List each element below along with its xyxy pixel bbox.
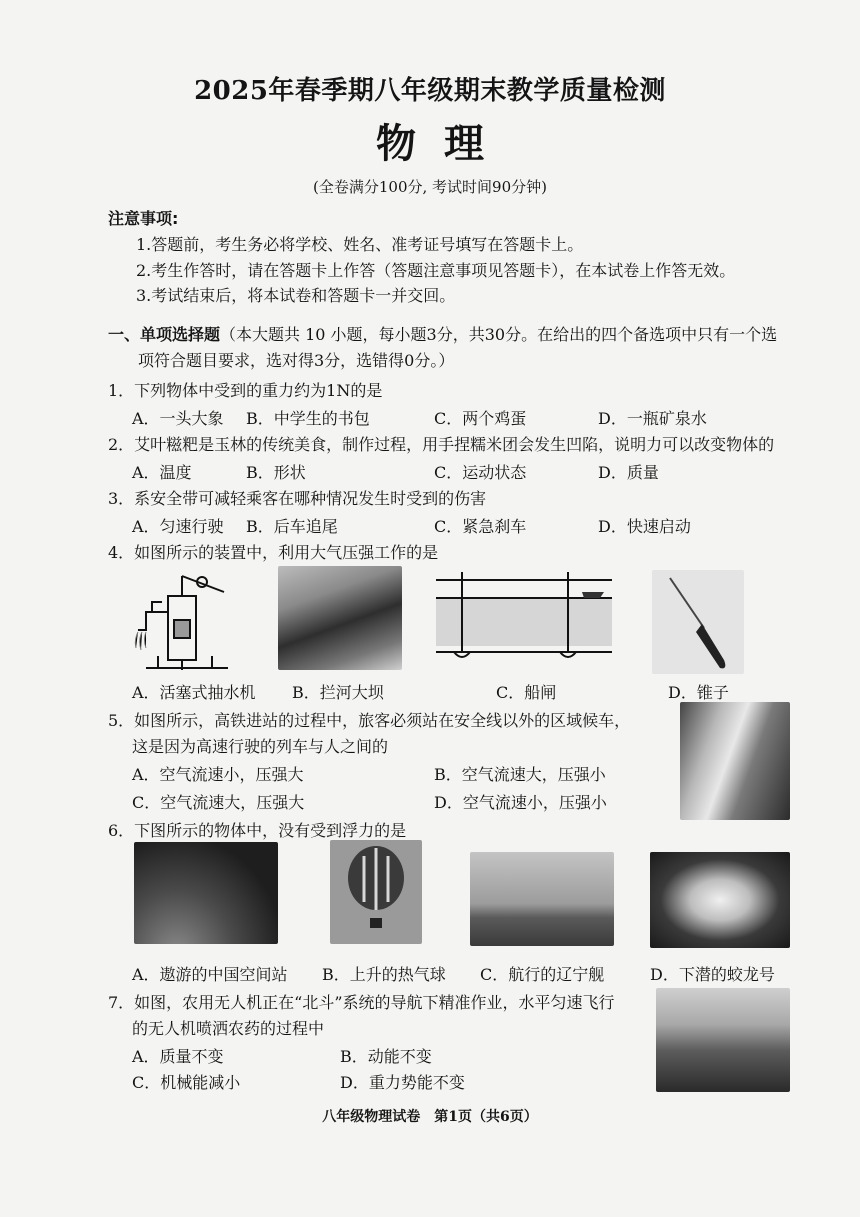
question-5-stem-line2: 这是因为高速行驶的列车与人之间的 — [132, 737, 389, 756]
q6-option-c: C．航行的辽宁舰 — [480, 965, 605, 984]
q7-option-c: C．机械能减小 — [132, 1073, 241, 1092]
q2-option-a: A．温度 — [132, 463, 192, 482]
q2-option-b: B．形状 — [246, 463, 306, 482]
question-7-stem-line2: 的无人机喷洒农药的过程中 — [132, 1019, 325, 1038]
q7-option-d: D．重力势能不变 — [340, 1073, 465, 1092]
hot-air-balloon-photo — [330, 840, 422, 944]
space-station-photo — [134, 842, 278, 944]
question-7-stem: 7．如图，农用无人机正在“北斗”系统的导航下精准作业，水平匀速飞行 — [108, 993, 615, 1012]
awl-photo — [652, 570, 744, 674]
q6-option-a: A．遨游的中国空间站 — [132, 965, 288, 984]
question-6-stem: 6．下图所示的物体中，没有受到浮力的是 — [108, 821, 407, 840]
q7-option-b: B．动能不变 — [340, 1047, 432, 1066]
aircraft-carrier-photo — [470, 852, 614, 946]
dam-photo — [278, 566, 402, 670]
section-heading — [108, 322, 777, 345]
notice-item: 1.答题前，考生务必将学校、姓名、准考证号填写在答题卡上。 — [136, 235, 584, 254]
ship-lock-diagram — [432, 566, 614, 670]
notice-item: 2.考生作答时，请在答题卡上作答（答题注意事项见答题卡），在本试卷上作答无效。 — [136, 261, 736, 280]
agricultural-drone-photo — [656, 988, 790, 1092]
q6-option-b: B．上升的热气球 — [322, 965, 446, 984]
question-3-stem: 3．系安全带可减轻乘客在哪种情况发生时受到的伤害 — [108, 489, 487, 508]
notice-heading: 注意事项: — [108, 209, 179, 228]
q1-option-d: D．一瓶矿泉水 — [598, 409, 707, 428]
q3-option-c: C．紧急刹车 — [434, 517, 527, 536]
q2-option-c: C．运动状态 — [434, 463, 527, 482]
question-2-stem: 2．艾叶糍粑是玉林的传统美食，制作过程，用手捏糯米团会发生凹陷，说明力可以改变物体的 — [108, 435, 775, 454]
q4-option-b: B．拦河大坝 — [292, 683, 384, 702]
q7-option-a: A．质量不变 — [132, 1047, 224, 1066]
exam-title: 2025年春季期八年级期末教学质量检测 — [194, 76, 666, 106]
q4-option-d: D．锥子 — [668, 683, 729, 702]
q3-option-b: B．后车追尾 — [246, 517, 338, 536]
question-5-stem: 5．如图所示，高铁进站的过程中，旅客必须站在安全线以外的区域候车， — [108, 711, 631, 730]
notice-item: 3.考试结束后，将本试卷和答题卡一并交回。 — [136, 286, 456, 305]
q1-option-c: C．两个鸡蛋 — [434, 409, 527, 428]
q4-option-a: A．活塞式抽水机 — [132, 683, 256, 702]
q1-option-b: B．中学生的书包 — [246, 409, 370, 428]
q6-option-d: D．下潜的蛟龙号 — [650, 965, 775, 984]
piston-pump-diagram — [128, 566, 240, 674]
q5-option-a: A．空气流速小，压强大 — [132, 765, 304, 784]
q5-option-c: C．空气流速大，压强大 — [132, 793, 305, 812]
high-speed-train-photo — [680, 702, 790, 820]
subject-title: 物理 — [376, 120, 512, 167]
submersible-photo — [650, 852, 790, 948]
score-info: (全卷满分100分, 考试时间90分钟) — [313, 178, 547, 196]
section-title: 一、单项选择题 — [108, 325, 221, 344]
question-4-stem: 4．如图所示的装置中，利用大气压强工作的是 — [108, 543, 439, 562]
q1-option-a: A．一头大象 — [132, 409, 224, 428]
q4-option-c: C．船闸 — [496, 683, 557, 702]
q5-option-d: D．空气流速小，压强小 — [434, 793, 607, 812]
section-desc-line2: 项符合题目要求，选对得3分，选错得0分。） — [138, 351, 455, 370]
q2-option-d: D．质量 — [598, 463, 659, 482]
q3-option-d: D．快速启动 — [598, 517, 691, 536]
q5-option-b: B．空气流速大，压强小 — [434, 765, 606, 784]
question-1-stem: 1．下列物体中受到的重力约为1N的是 — [108, 381, 383, 400]
page-footer: 八年级物理试卷 第1页（共6页） — [322, 1109, 538, 1125]
q3-option-a: A．匀速行驶 — [132, 517, 224, 536]
section-desc: （本大题共 10 小题，每小题3分，共30分。在给出的四个备选项中只有一个选 — [220, 325, 778, 344]
